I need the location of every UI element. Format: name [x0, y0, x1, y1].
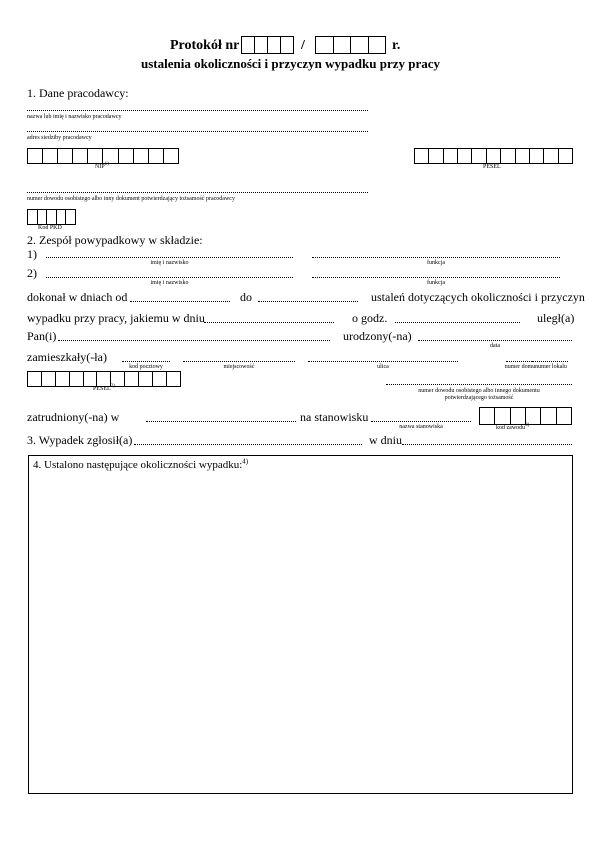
workplace-field[interactable]	[146, 421, 296, 422]
employer-pesel-boxes[interactable]	[414, 148, 573, 164]
label-dokonal: dokonał w dniach od	[27, 290, 128, 304]
job-code-caption: kod zawodu$^{3)}$	[496, 423, 530, 431]
label-wypadku: wypadku przy pracy, jakiemu w dniu	[27, 311, 205, 325]
section3-heading: 3. Wypadek zgłosił(a)	[27, 433, 133, 447]
member1-function-caption: funkcja	[427, 260, 445, 266]
label-zatrudniony: zatrudniony(-na) w	[27, 410, 120, 424]
victim-id-doc-caption-2: potwierdzającego tożsamość	[444, 395, 514, 401]
pkd-caption: Kod PKD	[38, 225, 62, 231]
victim-pesel-caption: PESEL$^{2)}$	[93, 384, 115, 392]
member2-name-field[interactable]	[46, 277, 293, 278]
label-w-dniu: w dniu	[369, 433, 402, 447]
protocol-label: Protokół nr	[170, 38, 240, 53]
victim-name-field[interactable]	[58, 340, 330, 341]
label-ulegl: uległ(a)	[537, 311, 575, 325]
member2-number: 2)	[27, 266, 37, 280]
label-urodzony: urodzony(-na)	[343, 329, 412, 343]
section2-heading: 2. Zespół powypadkowy w składzie:	[27, 233, 203, 247]
house-number-caption: numer domu	[504, 364, 536, 370]
label-ustalen: ustaleń dotyczących okoliczności i przyczyn	[371, 290, 585, 304]
member1-number: 1)	[27, 247, 37, 261]
section1-heading: 1. Dane pracodawcy:	[27, 86, 129, 100]
section4-heading: 4. Ustalono następujące okoliczności wypadku:$^{4)}$	[33, 457, 249, 471]
flat-number-field[interactable]	[532, 361, 568, 362]
label-do: do	[240, 290, 252, 304]
town-field[interactable]	[183, 361, 295, 362]
employer-address-caption: adres siedziby pracodawcy	[27, 135, 92, 141]
employer-id-doc-caption: numer dowodu osobistego albo inny dokument potwierdzający tożsamość pracodawcy	[27, 196, 235, 202]
victim-id-doc-field[interactable]	[386, 384, 572, 385]
employer-address-field[interactable]	[27, 131, 368, 132]
position-field[interactable]	[371, 421, 471, 422]
birth-date-caption: data	[490, 343, 500, 349]
street-field[interactable]	[308, 361, 458, 362]
nip-boxes[interactable]	[27, 148, 179, 164]
protocol-slash: /	[301, 38, 305, 53]
accident-date-field[interactable]	[204, 322, 334, 323]
nip-caption: NIP$^{1)}$	[95, 162, 109, 170]
employer-pesel-caption: PESEL	[483, 164, 501, 170]
label-o-godz: o godz.	[352, 311, 388, 325]
birth-date-field[interactable]	[418, 340, 572, 341]
member1-function-field[interactable]	[312, 257, 560, 258]
protocol-number-boxes[interactable]	[241, 36, 294, 54]
member2-name-caption: imię i nazwisko	[150, 280, 189, 286]
postal-code-caption: kod pocztowy	[129, 364, 163, 370]
protocol-year-boxes[interactable]	[315, 36, 386, 54]
flat-number-caption: numer lokalu	[535, 364, 567, 370]
date-to-field[interactable]	[258, 301, 358, 302]
report-date-field[interactable]	[402, 444, 572, 445]
position-caption: nazwa stanowiska	[399, 424, 443, 430]
member1-name-caption: imię i nazwisko	[150, 260, 189, 266]
member1-name-field[interactable]	[46, 257, 293, 258]
page-subtitle: ustalenia okoliczności i przyczyn wypadku przy pracy	[141, 56, 441, 71]
label-zamieszkaly: zamieszkały(-ła)	[27, 350, 107, 364]
accident-circumstances-box[interactable]	[28, 455, 573, 794]
postal-code-field[interactable]	[122, 361, 170, 362]
pkd-boxes[interactable]	[27, 209, 76, 225]
employer-name-field[interactable]	[27, 110, 368, 111]
street-caption: ulica	[377, 364, 389, 370]
reporter-field[interactable]	[134, 444, 362, 445]
label-pan: Pan(i)	[27, 329, 57, 343]
accident-time-field[interactable]	[395, 322, 520, 323]
member2-function-caption: funkcja	[427, 280, 445, 286]
employer-id-doc-field[interactable]	[27, 192, 368, 193]
date-from-field[interactable]	[130, 301, 230, 302]
year-suffix: r.	[392, 38, 401, 53]
employer-name-caption: nazwa lub imię i nazwisko pracodawcy	[27, 114, 122, 120]
victim-id-doc-caption-1: numer dowodu osobistego albo innego dokumentu	[418, 388, 540, 394]
town-caption: miejscowość	[223, 364, 255, 370]
member2-function-field[interactable]	[312, 277, 560, 278]
victim-pesel-boxes[interactable]	[27, 371, 181, 387]
label-stanowisku: na stanowisku	[300, 410, 369, 424]
